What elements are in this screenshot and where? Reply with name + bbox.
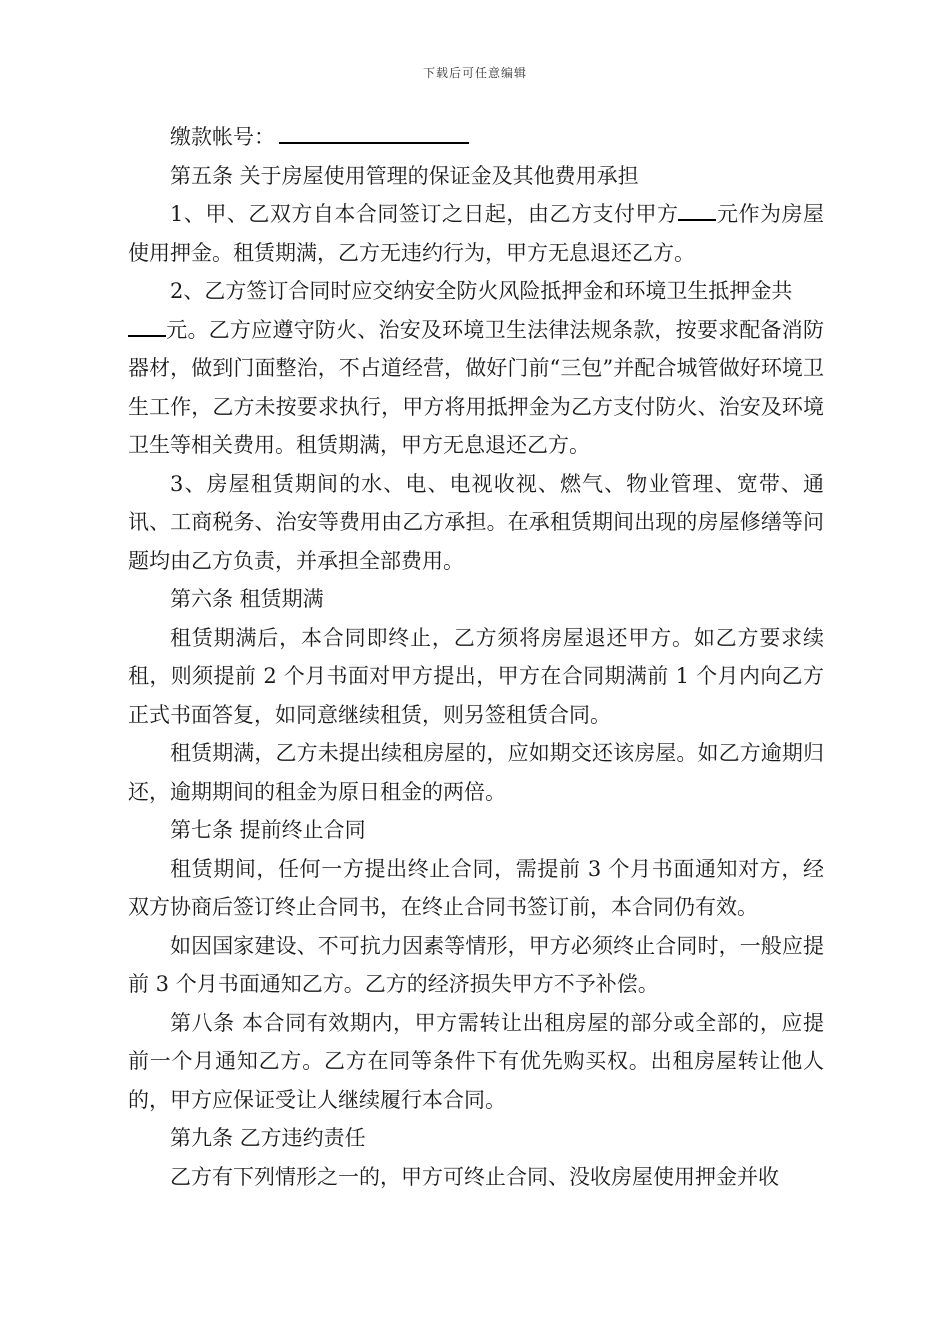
article-9-title: 第九条 乙方违约责任 bbox=[170, 1126, 366, 1150]
article-6-title: 第六条 租赁期满 bbox=[170, 587, 324, 611]
article-5-clause-3: 3、房屋租赁期间的水、电、电视收视、燃气、物业管理、宽带、通讯、工商税务、治安等费用由乙方承担。在承租赁期间出现的房屋修缮等问题均由乙方负责，并承担全部费用。 bbox=[128, 471, 824, 573]
article-7-title: 第七条 提前终止合同 bbox=[170, 818, 366, 842]
article-7-para-2: 如因国家建设、不可抗力因素等情形，甲方必须终止合同时，一般应提前 3 个月书面通知乙方。乙方的经济损失甲方不予补偿。 bbox=[128, 933, 824, 996]
account-label: 缴款帐号： bbox=[170, 125, 275, 149]
article-5-clause-1-text-b: 元作为房屋使用押金。租赁期满，乙方无违约行为，甲方无息退还乙方。 bbox=[128, 202, 825, 265]
article-5-clause-2b bbox=[128, 311, 824, 465]
article-5-clause-1 bbox=[128, 195, 824, 272]
deposit-amount-blank bbox=[678, 199, 716, 221]
account-line bbox=[128, 118, 824, 157]
article-5-clause-1-text-a: 1、甲、乙双方自本合同签订之日起，由乙方支付甲方 bbox=[170, 202, 679, 226]
document-body bbox=[128, 118, 824, 1196]
article-6-para-1: 租赁期满后，本合同即终止，乙方须将房屋退还甲方。如乙方要求续租，则须提前 2 个月书面对甲方提出，甲方在合同期满前 1 个月内向乙方正式书面答复，如同意继续租赁，则另签租赁合同。 bbox=[128, 625, 824, 727]
article-5-title: 第五条 关于房屋使用管理的保证金及其他费用承担 bbox=[170, 163, 639, 188]
article-5-clause-2a: 2、乙方签订合同时应交纳安全防火风险抵押金和环境卫生抵押金共 bbox=[170, 279, 793, 303]
article-9-para-1: 乙方有下列情形之一的，甲方可终止合同、没收房屋使用押金并收 bbox=[170, 1164, 779, 1189]
article-6-para-2: 租赁期满，乙方未提出续租房屋的，应如期交还该房屋。如乙方逾期归还，逾期期间的租金为原日租金的两倍。 bbox=[128, 741, 824, 804]
account-blank bbox=[279, 122, 469, 144]
article-5-clause-2-text: 元。乙方应遵守防火、治安及环境卫生法律法规条款，按要求配备消防器材，做到门面整治，不占道经营，做好门前“三包”并配合城管做好环境卫生工作，乙方未按要求执行，甲方将用抵押金为乙方支付防火、治安及环境卫生等相关费用。租赁期满，甲方无息退还乙方。 bbox=[128, 317, 824, 457]
header-note: 下载后可任意编辑 bbox=[422, 66, 527, 80]
article-8-para: 第八条 本合同有效期内，甲方需转让出租房屋的部分或全部的，应提前一个月通知乙方。乙方在同等条件下有优先购买权。出租房屋转让他人的，甲方应保证受让人继续履行本合同。 bbox=[128, 1010, 824, 1112]
guarantee-amount-blank bbox=[128, 315, 166, 337]
article-7-para-1: 租赁期间，任何一方提出终止合同，需提前 3 个月书面通知对方，经双方协商后签订终止合同书，在终止合同书签订前，本合同仍有效。 bbox=[128, 856, 824, 919]
